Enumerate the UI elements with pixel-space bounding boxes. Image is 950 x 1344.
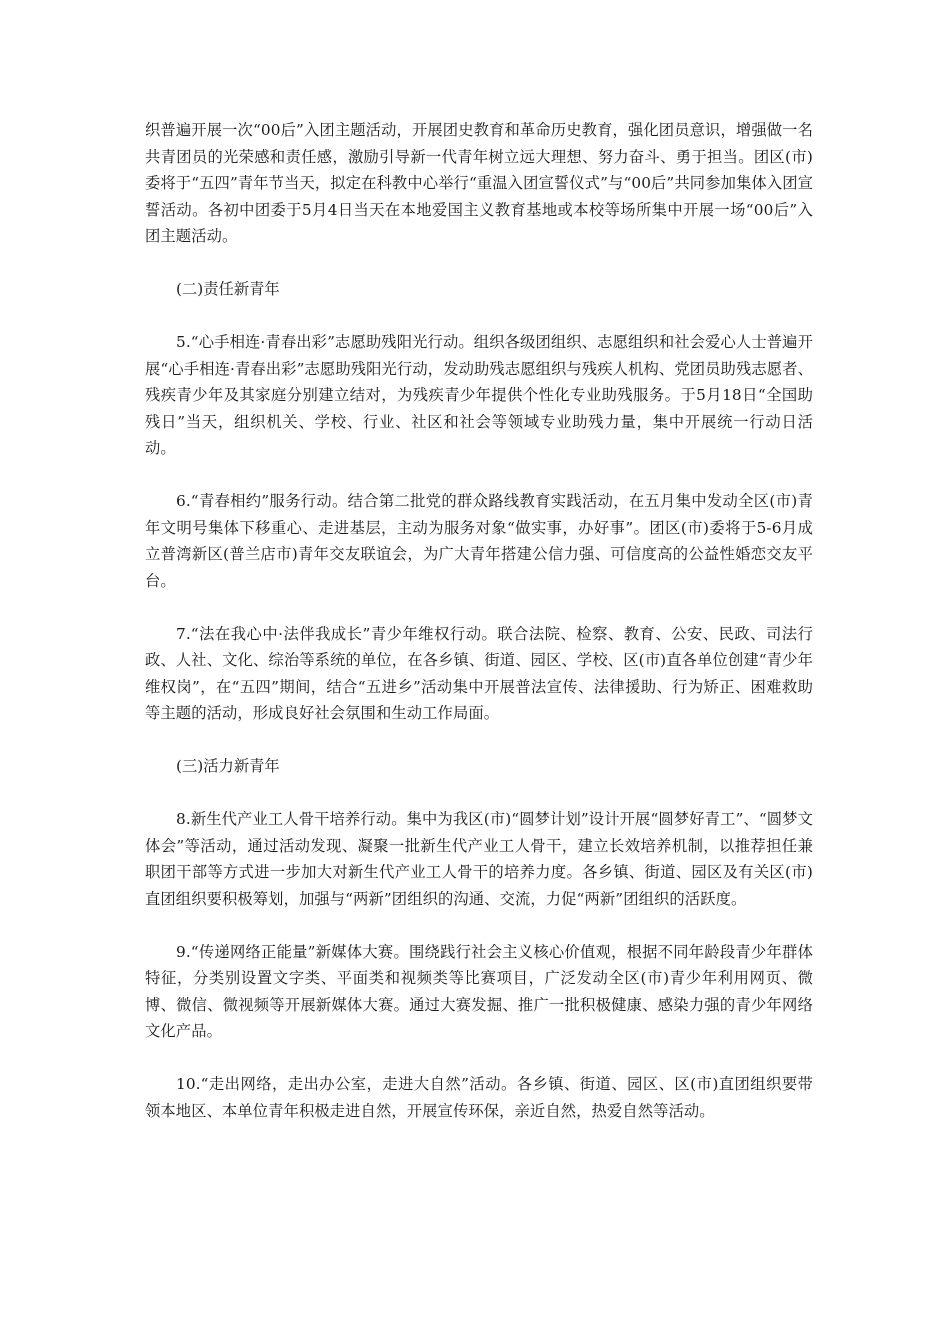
section-heading-responsibility: (二)责任新青年 bbox=[176, 280, 280, 298]
document-page bbox=[145, 117, 813, 1124]
section-heading-vitality: (三)活力新青年 bbox=[176, 757, 280, 775]
paragraph-gap bbox=[145, 303, 813, 330]
paragraph-item-10: 10.“走出网络，走出办公室，走进大自然”活动。各乡镇、街道、园区、区(市)直团组织要带领本地区、本单位青年积极走进自然，开展宣传环保，亲近自然，热爱自然等活动。 bbox=[145, 1075, 813, 1120]
paragraph-gap bbox=[145, 1045, 813, 1072]
paragraph-continuation: 织普遍开展一次“00后”入团主题活动，开展团史教育和革命历史教育，强化团员意识，增强做一名共青团员的光荣感和责任感，激励引导新一代青年树立远大理想、努力奋斗、勇于担当。团区(市)委将于“五四”青年节当天，拟定在科教中心举行“重温入团宣誓仪式”与“00后”共同参加集体入团宣誓活动。各初中团委于5月4日当天在本地爱国主义教育基地或本校等场所集中开展一场“00后”入团主题活动。 bbox=[145, 121, 813, 245]
paragraph-gap bbox=[145, 462, 813, 489]
paragraph-gap bbox=[145, 912, 813, 939]
paragraph-item-8: 8.新生代产业工人骨干培养行动。集中为我区(市)“圆梦计划”设计开展“圆梦好青工”、“圆梦文体会”等活动，通过活动发现、凝聚一批新生代产业工人骨干，建立长效培养机制，以推荐担任兼职团干部等方式进一步加大对新生代产业工人骨干的培养力度。各乡镇、街道、园区及有关区(市)直团组织要积极筹划，加强与“两新”团组织的沟通、交流，力促“两新”团组织的活跃度。 bbox=[145, 810, 813, 908]
paragraph-gap bbox=[145, 594, 813, 621]
paragraph-item-9: 9.“传递网络正能量”新媒体大赛。围绕践行社会主义核心价值观，根据不同年龄段青少年群体特征，分类别设置文字类、平面类和视频类等比赛项目，广泛发动全区(市)青少年利用网页、微博、微信、微视频等开展新媒体大赛。通过大赛发掘、推广一批积极健康、感染力强的青少年网络文化产品。 bbox=[145, 942, 813, 1040]
paragraph-gap bbox=[145, 780, 813, 807]
paragraph-item-7: 7.“法在我心中·法伴我成长”青少年维权行动。联合法院、检察、教育、公安、民政、司法行政、人社、文化、综治等系统的单位，在各乡镇、街道、园区、学校、区(市)直各单位创建“青少年维权岗”，在“五四”期间，结合“五进乡”活动集中开展普法宣传、法律援助、行为矫正、困难救助等主题的活动，形成良好社会氛围和生动工作局面。 bbox=[145, 624, 813, 722]
paragraph-item-5: 5.“心手相连·青春出彩”志愿助残阳光行动。组织各级团组织、志愿组织和社会爱心人士普遍开展“心手相连·青春出彩”志愿助残阳光行动，发动助残志愿组织与残疾人机构、党团员助残志愿者、残疾青少年及其家庭分别建立结对，为残疾青少年提供个性化专业助残服务。于5月18日“全国助残日”当天，组织机关、学校、行业、社区和社会等领域专业助残力量，集中开展统一行动日活动。 bbox=[145, 333, 813, 457]
paragraph-gap bbox=[145, 250, 813, 277]
paragraph-gap bbox=[145, 727, 813, 754]
paragraph-item-6: 6.“青春相约”服务行动。结合第二批党的群众路线教育实践活动，在五月集中发动全区(市)青年文明号集体下移重心、走进基层，主动为服务对象“做实事，办好事”。团区(市)委将于5-6月成立普湾新区(普兰店市)青年交友联谊会，为广大青年搭建公信力强、可信度高的公益性婚恋交友平台。 bbox=[145, 492, 813, 590]
